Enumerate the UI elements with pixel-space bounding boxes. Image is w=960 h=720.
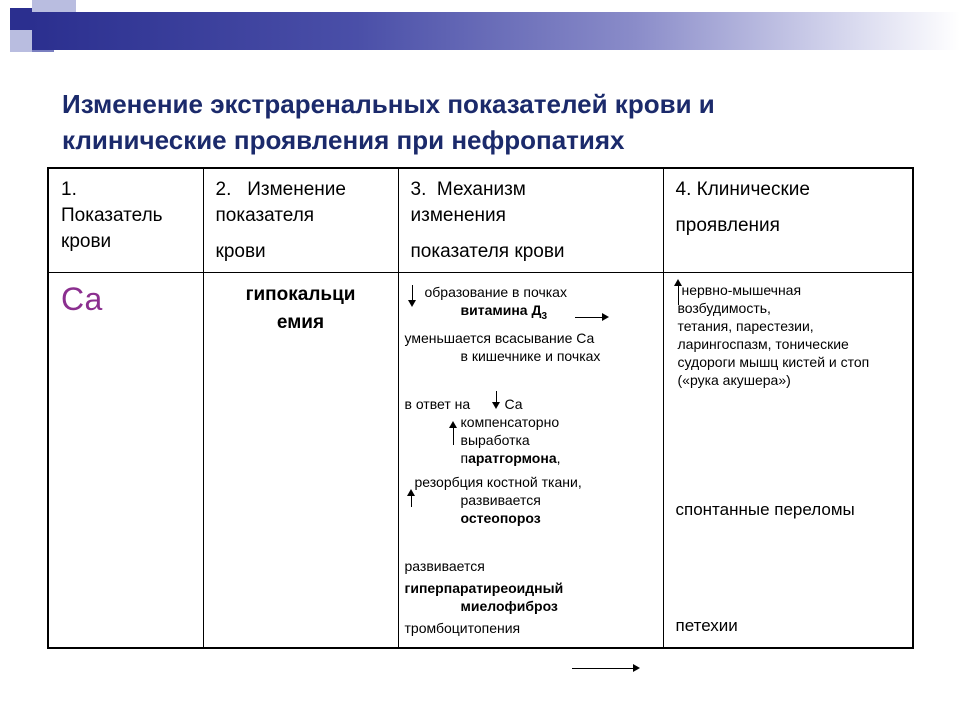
data-table <box>47 167 914 649</box>
mechanism-bold: витамина Д <box>460 301 542 318</box>
mechanism-text: образование в почках <box>424 283 567 300</box>
decor-square <box>10 8 32 30</box>
header-num: 1. <box>61 179 77 200</box>
arrow-up-icon <box>453 423 454 445</box>
change-text: емия <box>276 311 325 333</box>
mechanism-text: остеопороз <box>460 509 541 526</box>
mechanism-sub: 3 <box>541 310 547 322</box>
header-num: 4. <box>675 179 692 200</box>
mechanism-text: Са <box>504 395 523 412</box>
clinical-text: тетания, парестезии, <box>677 317 814 334</box>
mechanism-text: развивается <box>404 557 485 574</box>
header-text: проявления <box>675 215 780 236</box>
cell-mechanism <box>398 272 663 648</box>
header-num: 2. <box>215 179 232 200</box>
clinical-text: ларингоспазм, тонические <box>677 335 849 352</box>
header-text: Механизм <box>436 179 526 200</box>
header-text: Изменение <box>247 179 346 200</box>
header-gradient-bar <box>32 12 960 50</box>
mechanism-bold: аратгормона <box>468 449 557 466</box>
header-text: показателя <box>215 205 315 226</box>
mechanism-text: развивается <box>460 491 541 508</box>
mechanism-text: резорбция костной ткани, <box>414 473 582 490</box>
clinical-text: спонтанные переломы <box>675 499 855 519</box>
change-value <box>204 273 398 337</box>
header-cell-mechanism <box>398 168 663 272</box>
mechanism-text: , <box>556 449 561 466</box>
header-text: Клинические <box>696 179 810 200</box>
mechanism-text: гиперпаратиреоидный <box>404 579 564 596</box>
header-text: Показатель <box>61 205 163 226</box>
table-row <box>48 272 913 648</box>
slide-title <box>62 86 922 158</box>
clinical-text: петехии <box>675 615 738 635</box>
mechanism-text: тромбоцитопения <box>404 619 521 636</box>
clinical-text: судороги мышц кистей и стоп <box>677 353 870 370</box>
arrow-down-icon <box>412 285 413 305</box>
clinical-text: нервно-мышечная <box>681 281 802 298</box>
table-header-row <box>48 168 913 272</box>
decor-square <box>10 30 32 52</box>
arrow-right-icon <box>572 668 638 669</box>
arrow-down-icon <box>496 391 497 407</box>
arrow-up-icon <box>411 491 412 507</box>
mechanism-text: в кишечнике и почках <box>460 347 601 364</box>
header-cell-change <box>203 168 398 272</box>
header-text: крови <box>61 231 112 252</box>
indicator-value: Са <box>61 280 103 317</box>
cell-indicator <box>48 272 203 648</box>
mechanism-text: уменьшается всасывание Са <box>404 329 595 346</box>
clinical-text: («рука акушера») <box>677 371 791 388</box>
clinical-text: возбудимость, <box>677 299 771 316</box>
header-text: показателя крови <box>410 241 565 262</box>
mechanism-text: выработка <box>460 431 530 448</box>
mechanism-text: миелофиброз <box>460 597 558 614</box>
title-line: клинические проявления при нефропатиях <box>62 125 625 155</box>
cell-clinical <box>663 272 913 648</box>
arrow-right-icon <box>575 317 607 318</box>
header-text: изменения <box>410 205 506 226</box>
change-text: гипокальци <box>245 283 356 305</box>
header-text: крови <box>215 241 266 262</box>
mechanism-text <box>461 449 561 467</box>
mechanism-text <box>461 301 548 326</box>
mechanism-text: компенсаторно <box>460 413 560 430</box>
mechanism-text: в ответ на <box>404 395 471 412</box>
title-line: Изменение экстраренальных показателей крови и <box>62 89 715 119</box>
header-num: 3. <box>410 179 427 200</box>
cell-change <box>203 272 398 648</box>
mechanism-text: п <box>460 449 469 466</box>
header-cell-clinical <box>663 168 913 272</box>
header-cell-indicator <box>48 168 203 272</box>
